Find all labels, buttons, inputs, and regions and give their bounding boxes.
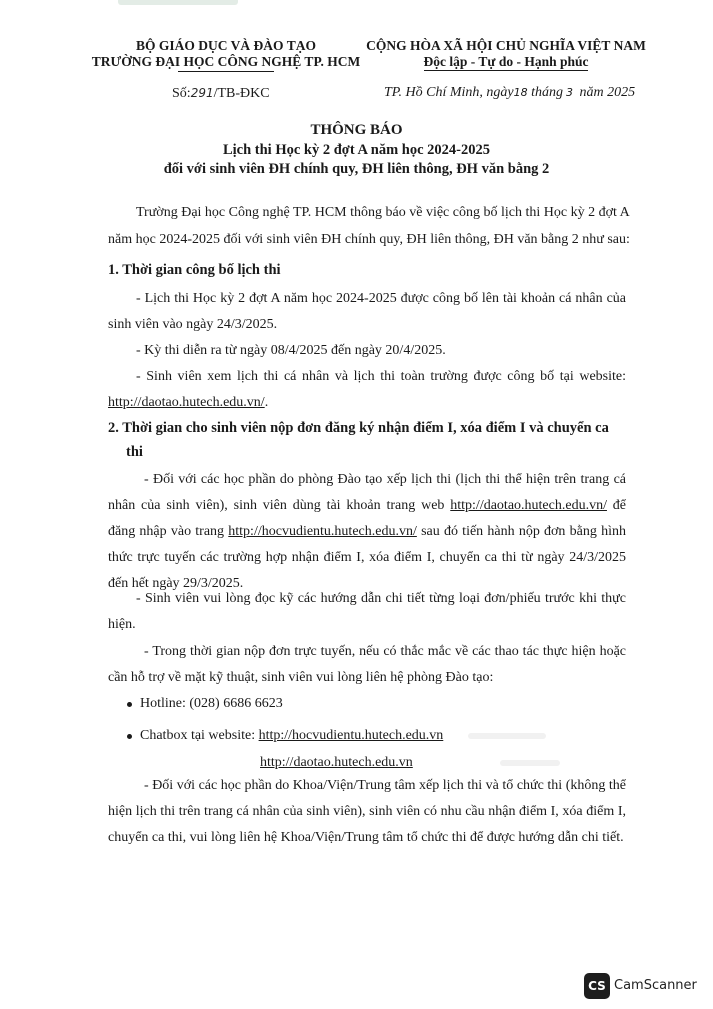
- bullet-dot: [127, 702, 132, 707]
- intro-line-2: năm học 2024-2025 đối với sinh viên ĐH chính quy, ĐH liên thông, ĐH văn bằng 2 như sau:: [108, 232, 630, 247]
- intro-line-1: Trường Đại học Công nghệ TP. HCM thông báo về việc công bố lịch thi Học kỳ 2 đợt A: [136, 205, 630, 220]
- section-2-heading-line-1: 2. Thời gian cho sinh viên nộp đơn đăng ký nhận điểm I, xóa điểm I và chuyển ca: [108, 420, 609, 436]
- hotline-item: Hotline: (028) 6686 6623: [140, 696, 283, 711]
- country-name: CỘNG HÒA XÃ HỘI CHỦ NGHĨA VIỆT NAM: [366, 38, 646, 53]
- scan-edge-artifact: [118, 0, 238, 5]
- motto-underline: [424, 70, 588, 71]
- ministry-name: BỘ GIÁO DỤC VÀ ĐÀO TẠO: [136, 38, 316, 53]
- section-1-item-2: - Kỳ thi diễn ra từ ngày 08/4/2025 đến ngày 20/4/2025.: [136, 343, 446, 358]
- document-date: TP. Hồ Chí Minh, ngày18 tháng 3 năm 2025: [384, 85, 636, 100]
- camscanner-watermark: CamScanner: [614, 978, 697, 993]
- scan-smudge: [468, 733, 546, 739]
- handwritten-month: 3: [566, 86, 574, 99]
- chatbox-hocvudientu-link[interactable]: http://hocvudientu.hutech.edu.vn: [258, 728, 444, 743]
- daotao-login-link[interactable]: http://daotao.hutech.edu.vn/: [450, 498, 607, 513]
- section-1-item-3: - Sinh viên xem lịch thi cá nhân và lịch thi toàn trường được công bố tại website: http://daotao.hutech.edu.vn/.: [108, 369, 626, 410]
- header-left-underline: [178, 71, 274, 72]
- handwritten-number: 291: [190, 86, 214, 100]
- section-2-heading-line-2: thi: [126, 444, 143, 460]
- section-2-paragraph-2: - Sinh viên vui lòng đọc kỹ các hướng dẫn chi tiết từng loại đơn/phiếu trước khi thực hiện.: [108, 591, 626, 632]
- handwritten-day: 18: [513, 86, 528, 99]
- document-number: Số:291/TB-ĐKC: [172, 86, 270, 101]
- camscanner-logo-icon: CS: [584, 973, 610, 999]
- notice-title: THÔNG BÁO: [310, 122, 403, 138]
- scan-smudge: [500, 760, 560, 766]
- university-name: TRƯỜNG ĐẠI HỌC CÔNG NGHỆ TP. HCM: [91, 54, 361, 69]
- section-1-heading: 1. Thời gian công bố lịch thi: [108, 262, 281, 278]
- section-2-paragraph-3: - Trong thời gian nộp đơn trực tuyến, nếu có thắc mắc về các thao tác thực hiện hoặc cần hỗ trợ về mặt kỹ thuật, sinh viên vui lòng liên hệ phòng Đào tạo:: [108, 644, 626, 685]
- daotao-website-link[interactable]: http://daotao.hutech.edu.vn/: [108, 395, 265, 410]
- section-2-paragraph-1: - Đối với các học phần do phòng Đào tạo xếp lịch thi (lịch thi thể hiện trên trang cá nhân của sinh viên), sinh viên dùng tài khoản trang web http://daotao.hutech.edu.vn/ để đăng nhập vào trang http://hocvudientu.hutech.edu.vn/ sau đó tiến hành nộp đơn bằng hình thức trực tuyến các trường hợp nhận điểm I, xóa điểm I, chuyển ca thi từ ngày 24/3/2025 đến hết ngày 29/3/2025.: [108, 472, 627, 591]
- section-2-paragraph-4: - Đối với các học phần do Khoa/Viện/Trung tâm xếp lịch thi và tổ chức thi (không thể hiện lịch thi trên trang cá nhân của sinh viên), sinh viên có nhu cầu nhận điểm I, xóa điểm I, chuyển ca thi, vui lòng liên hệ Khoa/Viện/Trung tâm tổ chức thi để được hướng dẫn chi tiết.: [108, 778, 626, 845]
- bullet-dot: [127, 734, 132, 739]
- notice-subtitle-2: đối với sinh viên ĐH chính quy, ĐH liên thông, ĐH văn bằng 2: [163, 161, 550, 177]
- motto: Độc lập - Tự do - Hạnh phúc: [423, 54, 589, 69]
- hocvudientu-link[interactable]: http://hocvudientu.hutech.edu.vn/: [228, 524, 417, 539]
- chatbox-item: Chatbox tại website: http://hocvudientu.hutech.edu.vn: [140, 728, 444, 743]
- chatbox-daotao-link[interactable]: http://daotao.hutech.edu.vn: [260, 755, 413, 770]
- chatbox-daotao-line: [260, 754, 413, 772]
- section-1-item-1: - Lịch thi Học kỳ 2 đợt A năm học 2024-2025 được công bố lên tài khoản cá nhân của sinh viên vào ngày 24/3/2025.: [108, 291, 626, 332]
- notice-subtitle-1: Lịch thi Học kỳ 2 đợt A năm học 2024-2025: [222, 142, 491, 158]
